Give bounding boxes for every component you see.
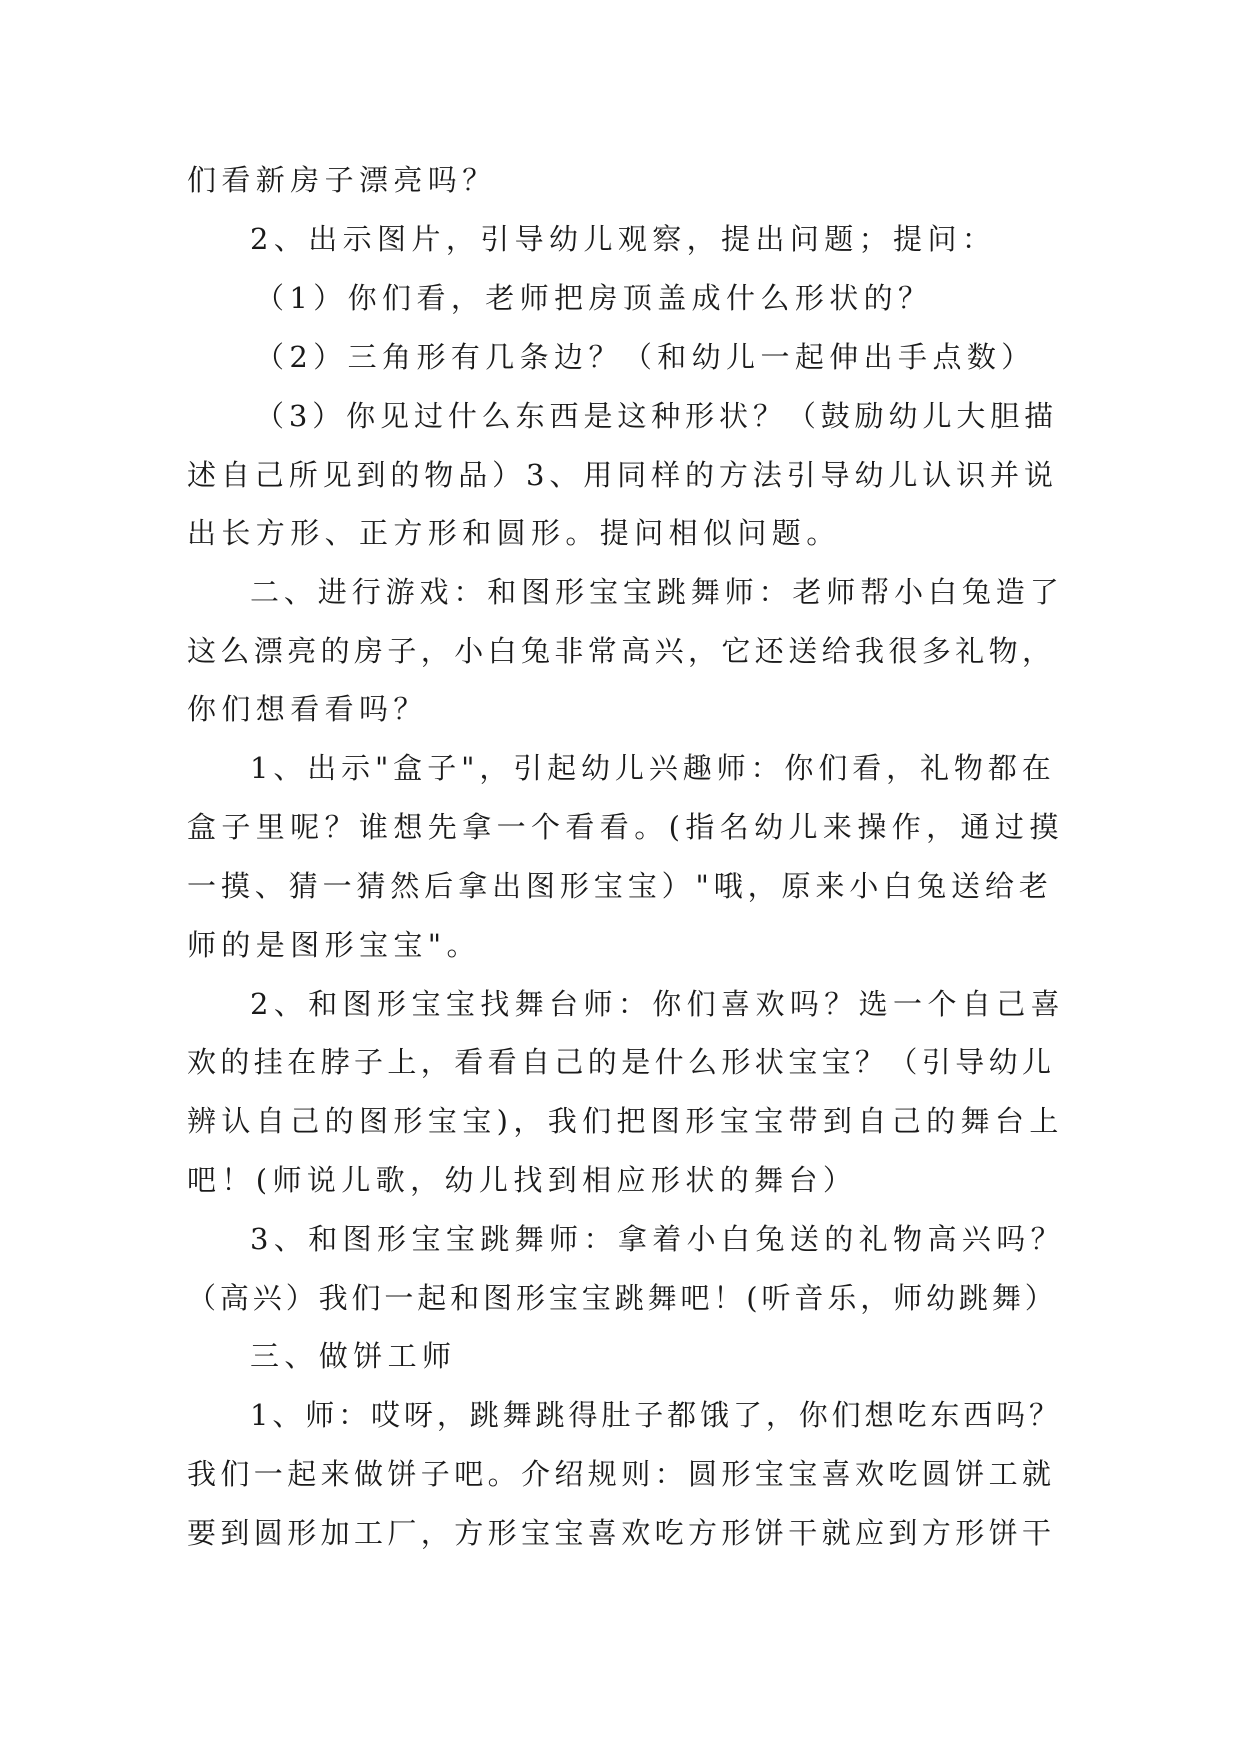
text-line: 1、师：哎呀，跳舞跳得肚子都饿了，你们想吃东西吗？	[250, 1398, 1062, 1432]
text-line: 师的是图形宝宝"。	[187, 928, 481, 962]
text-line: 2、和图形宝宝找舞台师：你们喜欢吗？选一个自己喜	[250, 987, 1066, 1021]
text-line: 我们一起来做饼子吧。介绍规则：圆形宝宝喜欢吃圆饼工就	[187, 1457, 1056, 1491]
text-line: （2）三角形有几条边？（和幼儿一起伸出手点数）	[255, 340, 1036, 374]
text-line: 一摸、猜一猜然后拿出图形宝宝）"哦，原来小白兔送给老	[187, 869, 1053, 903]
text-line: 欢的挂在脖子上，看看自己的是什么形状宝宝？（引导幼儿	[187, 1045, 1056, 1079]
text-line: （1）你们看，老师把房顶盖成什么形状的？	[255, 281, 933, 315]
text-line: 要到圆形加工厂，方形宝宝喜欢吃方形饼干就应到方形饼干	[187, 1516, 1056, 1550]
text-line: 们看新房子漂亮吗？	[187, 163, 497, 197]
text-line: 三、做饼工师	[250, 1339, 457, 1373]
text-line: 吧！(师说儿歌，幼儿找到相应形状的舞台）	[187, 1163, 858, 1197]
text-line: 你们想看看吗？	[187, 692, 428, 726]
text-line: 辨认自己的图形宝宝)，我们把图形宝宝带到自己的舞台上	[187, 1104, 1064, 1138]
text-line: （高兴）我们一起和图形宝宝跳舞吧！(听音乐，师幼跳舞）	[187, 1281, 1058, 1315]
text-line: 述自己所见到的物品）3、用同样的方法引导幼儿认识并说	[187, 458, 1058, 492]
text-line: 盒子里呢？谁想先拿一个看看。(指名幼儿来操作，通过摸	[187, 810, 1064, 844]
text-line: 二、进行游戏：和图形宝宝跳舞师：老师帮小白兔造了	[250, 575, 1064, 609]
text-line: 1、出示"盒子"，引起幼儿兴趣师：你们看，礼物都在	[250, 751, 1056, 785]
text-line: 2、出示图片，引导幼儿观察，提出问题；提问：	[250, 222, 997, 256]
text-line: （3）你见过什么东西是这种形状？（鼓励幼儿大胆描	[255, 399, 1059, 433]
text-line: 这么漂亮的房子，小白兔非常高兴，它还送给我很多礼物，	[187, 634, 1056, 668]
text-line: 3、和图形宝宝跳舞师：拿着小白兔送的礼物高兴吗？	[250, 1222, 1066, 1256]
text-line: 出长方形、正方形和圆形。提问相似问题。	[187, 516, 841, 550]
